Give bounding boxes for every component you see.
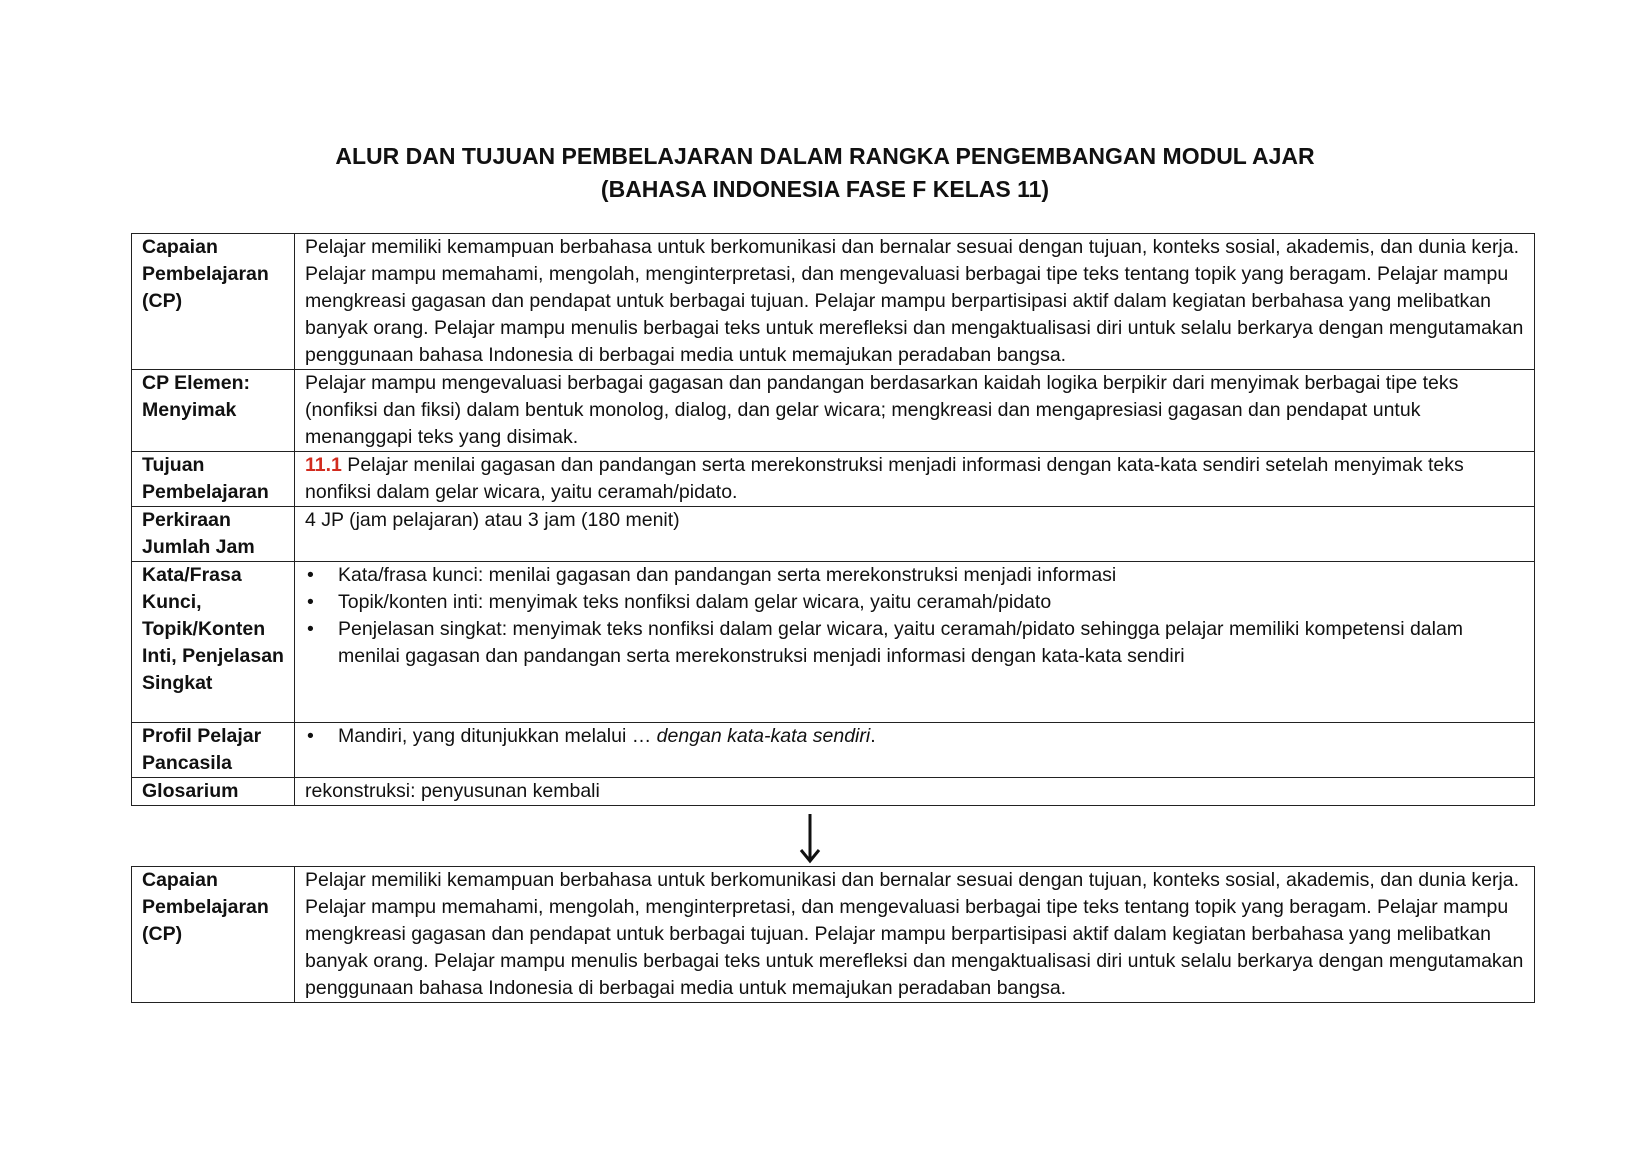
list-item <box>305 723 1524 750</box>
profil-list <box>305 723 1524 750</box>
tujuan-label: Tujuan Pembelajaran <box>132 452 295 507</box>
list-item <box>305 616 1524 670</box>
title-line-2: (BAHASA INDONESIA FASE F KELAS 11) <box>600 176 1050 202</box>
kata-frasa-item-3: Penjelasan singkat: menyimak teks nonfiksi dalam gelar wicara, yaitu ceramah/pidato sehingga pelajar memiliki kompetensi dalam menilai gagasan dan pandangan serta merekonstruksi menjadi informasi dengan kata-kata sendiri <box>338 618 1464 667</box>
bullet-icon: • <box>307 591 314 613</box>
cp-text: Pelajar memiliki kemampuan berbahasa untuk berkomunikasi dan bernalar sesuai dengan tujuan, konteks sosial, akademis, dan dunia kerja. Pelajar mampu memahami, mengolah, menginterpretasi, dan mengevaluasi berbagai tipe teks tentang topik yang beragam. Pelajar mampu mengkreasi gagasan dan pendapat untuk berbagai tujuan. Pelajar mampu berpartisipasi aktif dalam kegiatan berbahasa yang melibatkan banyak orang. Pelajar mampu menulis berbagai teks untuk merefleksi dan mengaktualisasi diri untuk selalu berkarya dengan mengutamakan penggunaan bahasa Indonesia di berbagai media untuk memajukan peradaban bangsa. <box>295 234 1535 370</box>
cp-elemen-text: Pelajar mampu mengevaluasi berbagai gagasan dan pandangan berdasarkan kaidah logika berpikir dari menyimak berbagai tipe teks (nonfiksi dan fiksi) dalam bentuk monolog, dialog, dan gelar wicara; mengkreasi dan mengapresiasi gagasan dan pendapat untuk menanggapi teks yang disimak. <box>295 370 1535 452</box>
cp-bottom-label: Capaian Pembelajaran (CP) <box>132 867 295 1003</box>
table-row-tujuan <box>132 452 1535 507</box>
kata-frasa-item-2: Topik/konten inti: menyimak teks nonfiksi dalam gelar wicara, yaitu ceramah/pidato <box>338 591 1052 613</box>
profil-cell <box>295 723 1535 778</box>
list-item <box>305 589 1524 616</box>
table-row-jam <box>132 507 1535 562</box>
table-row-glosarium <box>132 778 1535 806</box>
profil-text: Mandiri, yang ditunjukkan melalui … <box>338 725 657 747</box>
kata-frasa-list <box>305 562 1524 670</box>
kata-frasa-label: Kata/Frasa Kunci, Topik/Konten Inti, Penjelasan Singkat <box>132 562 295 723</box>
bullet-icon: • <box>307 564 314 586</box>
glosarium-text: rekonstruksi: penyusunan kembali <box>295 778 1535 806</box>
table-row-cp-elemen <box>132 370 1535 452</box>
bullet-icon: • <box>307 618 314 640</box>
cp-table <box>131 866 1535 1003</box>
tujuan-cell <box>295 452 1535 507</box>
arrow-down-icon <box>798 812 822 864</box>
profil-label: Profil Pelajar Pancasila <box>132 723 295 778</box>
cp-elemen-label: CP Elemen: Menyimak <box>132 370 295 452</box>
profil-text-italic: dengan kata-kata sendiri <box>656 725 871 747</box>
jam-label: Perkiraan Jumlah Jam <box>132 507 295 562</box>
cp-bottom-text: Pelajar memiliki kemampuan berbahasa untuk berkomunikasi dan bernalar sesuai dengan tujuan, konteks sosial, akademis, dan dunia kerja. Pelajar mampu memahami, mengolah, menginterpretasi, dan mengevaluasi berbagai tipe teks tentang topik yang beragam. Pelajar mampu mengkreasi gagasan dan pendapat untuk berbagai tujuan. Pelajar mampu berpartisipasi aktif dalam kegiatan berbahasa yang melibatkan banyak orang. Pelajar mampu menulis berbagai teks untuk merefleksi dan mengaktualisasi diri untuk selalu berkarya dengan mengutamakan penggunaan bahasa Indonesia di berbagai media untuk memajukan peradaban bangsa. <box>295 867 1535 1003</box>
tujuan-code: 11.1 <box>305 454 342 476</box>
atp-table <box>131 233 1535 806</box>
title-line-1: ALUR DAN TUJUAN PEMBELAJARAN DALAM RANGKA PENGEMBANGAN MODUL AJAR <box>335 143 1315 169</box>
jam-text: 4 JP (jam pelajaran) atau 3 jam (180 menit) <box>295 507 1535 562</box>
kata-frasa-item-1: Kata/frasa kunci: menilai gagasan dan pandangan serta merekonstruksi menjadi informasi <box>338 564 1117 586</box>
tujuan-text: Pelajar menilai gagasan dan pandangan serta merekonstruksi menjadi informasi dengan kata-kata sendiri setelah menyimak teks nonfiksi dalam gelar wicara, yaitu ceramah/pidato. <box>305 454 1464 503</box>
glosarium-label: Glosarium <box>132 778 295 806</box>
document-title <box>0 140 1650 206</box>
table-row-kata-frasa <box>132 562 1535 723</box>
kata-frasa-cell <box>295 562 1535 723</box>
profil-text-end: . <box>870 725 876 747</box>
table-row-cp <box>132 234 1535 370</box>
table-row-profil <box>132 723 1535 778</box>
table-row-cp-bottom <box>132 867 1535 1003</box>
list-item <box>305 562 1524 589</box>
bullet-icon: • <box>307 725 314 747</box>
cp-label: Capaian Pembelajaran (CP) <box>132 234 295 370</box>
